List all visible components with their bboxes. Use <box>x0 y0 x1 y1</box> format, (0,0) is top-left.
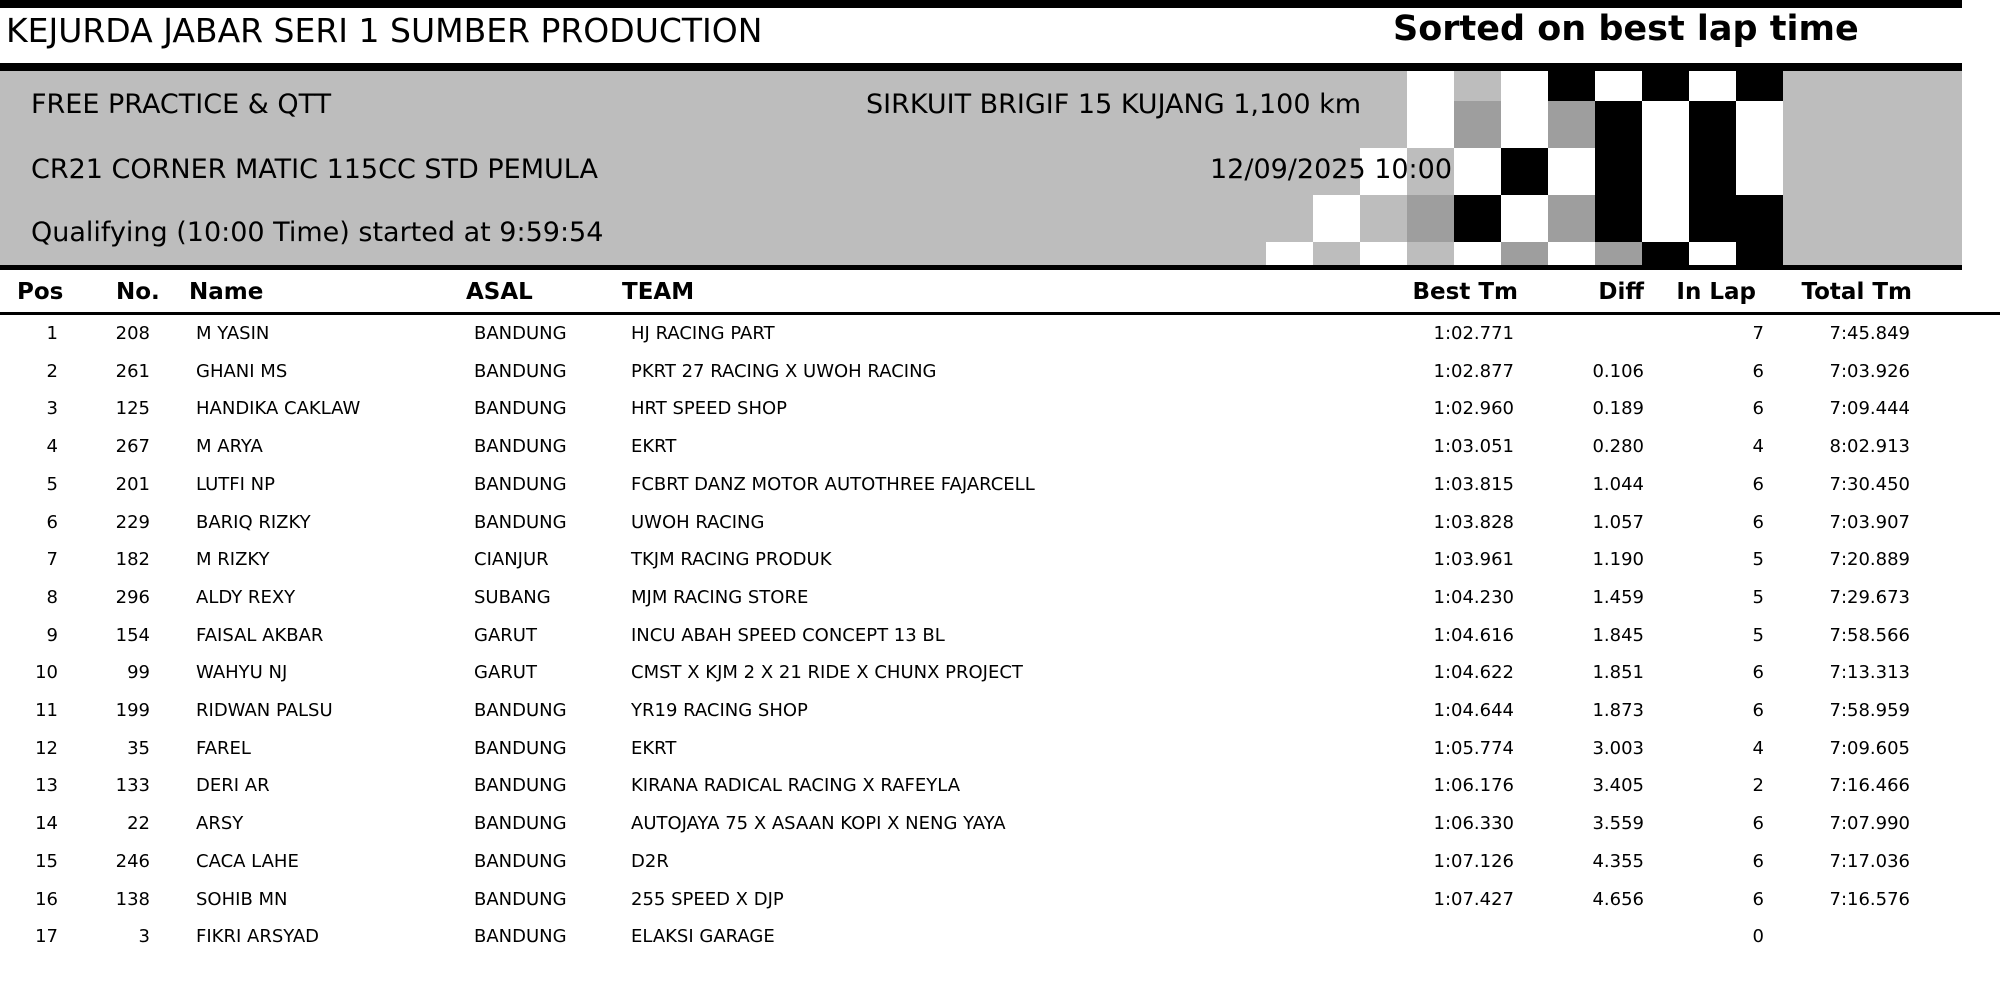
cell-team: D2R <box>631 850 669 872</box>
cell-rider-name: RIDWAN PALSU <box>196 700 333 721</box>
cell-in-lap: 6 <box>1752 850 1764 872</box>
cell-rider-name: LUTFI NP <box>196 473 276 495</box>
cell-pos: 17 <box>35 926 58 948</box>
session-header-band <box>0 63 1962 270</box>
cell-total-time: 7:58.959 <box>1829 700 1910 721</box>
cell-rider-name: M ARYA <box>196 436 263 458</box>
cell-origin: BANDUNG <box>474 360 567 382</box>
col-header-best-time: Best Tm <box>1412 279 1518 305</box>
cell-diff: 3.405 <box>1592 775 1644 797</box>
cell-team: UWOH RACING <box>631 511 765 533</box>
cell-rider-name: HANDIKA CAKLAW <box>196 398 361 420</box>
cell-total-time: 8:02.913 <box>1829 436 1910 458</box>
table-row <box>0 579 2000 617</box>
cell-best-time: 1:06.330 <box>1433 813 1514 835</box>
table-row <box>0 315 2000 353</box>
cell-rider-name: M RIZKY <box>196 549 270 571</box>
cell-total-time: 7:13.313 <box>1829 662 1910 684</box>
cell-number: 154 <box>115 624 150 646</box>
cell-team: 255 SPEED X DJP <box>631 888 784 910</box>
cell-in-lap: 6 <box>1752 700 1764 721</box>
col-header-pos: Pos <box>17 279 64 305</box>
cell-diff: 1.057 <box>1592 511 1644 533</box>
cell-diff: 1.459 <box>1592 586 1644 608</box>
cell-team: FCBRT DANZ MOTOR AUTOTHREE FAJARCELL <box>631 473 1035 495</box>
cell-in-lap: 5 <box>1752 586 1764 608</box>
col-header-asal: ASAL <box>466 279 533 305</box>
sort-note: Sorted on best lap time <box>1393 9 1859 49</box>
cell-pos: 8 <box>46 586 58 608</box>
cell-team: EKRT <box>631 436 677 458</box>
cell-best-time: 1:03.828 <box>1433 511 1514 533</box>
cell-best-time: 1:03.961 <box>1433 549 1514 571</box>
cell-number: 208 <box>115 323 150 344</box>
cell-best-time: 1:02.960 <box>1433 398 1514 420</box>
col-header-team: TEAM <box>622 279 695 305</box>
cell-best-time: 1:04.230 <box>1433 586 1514 608</box>
cell-origin: BANDUNG <box>474 398 567 420</box>
cell-origin: BANDUNG <box>474 926 567 948</box>
cell-number: 201 <box>115 473 150 495</box>
cell-team: CMST X KJM 2 X 21 RIDE X CHUNX PROJECT <box>631 662 1023 684</box>
circuit-name: SIRKUIT BRIGIF 15 KUJANG 1,100 km <box>866 89 1362 120</box>
cell-number: 296 <box>115 586 150 608</box>
cell-in-lap: 5 <box>1752 624 1764 646</box>
col-header-no: No. <box>116 279 160 305</box>
cell-in-lap: 7 <box>1752 323 1764 344</box>
cell-pos: 15 <box>35 850 58 872</box>
cell-pos: 5 <box>46 473 58 495</box>
cell-diff: 0.106 <box>1592 360 1644 382</box>
cell-pos: 3 <box>46 398 58 420</box>
cell-team: ELAKSI GARAGE <box>631 926 775 948</box>
cell-team: EKRT <box>631 737 677 759</box>
cell-in-lap: 6 <box>1752 360 1764 382</box>
session-name: FREE PRACTICE & QTT <box>31 89 332 120</box>
cell-pos: 2 <box>46 360 58 382</box>
cell-origin: GARUT <box>474 624 537 646</box>
table-row <box>0 767 2000 805</box>
cell-pos: 9 <box>46 624 58 646</box>
cell-number: 125 <box>115 398 150 420</box>
cell-diff: 1.845 <box>1592 624 1644 646</box>
cell-diff: 4.656 <box>1592 888 1644 910</box>
table-row <box>0 918 2000 956</box>
cell-number: 133 <box>115 775 150 797</box>
cell-in-lap: 6 <box>1752 662 1764 684</box>
cell-best-time: 1:04.644 <box>1433 700 1514 721</box>
cell-number: 182 <box>115 549 150 571</box>
cell-pos: 10 <box>35 662 58 684</box>
cell-in-lap: 6 <box>1752 473 1764 495</box>
cell-origin: BANDUNG <box>474 737 567 759</box>
col-header-name: Name <box>189 279 264 305</box>
race-class: CR21 CORNER MATIC 115CC STD PEMULA <box>31 154 598 185</box>
cell-rider-name: GHANI MS <box>196 360 288 382</box>
table-row <box>0 805 2000 843</box>
cell-number: 3 <box>138 926 150 948</box>
cell-rider-name: FIKRI ARSYAD <box>196 926 320 948</box>
cell-in-lap: 6 <box>1752 888 1764 910</box>
cell-rider-name: SOHIB MN <box>196 888 288 910</box>
table-row <box>0 504 2000 542</box>
cell-team: MJM RACING STORE <box>631 586 809 608</box>
cell-total-time: 7:17.036 <box>1829 850 1910 872</box>
cell-total-time: 7:58.566 <box>1829 624 1910 646</box>
cell-team: INCU ABAH SPEED CONCEPT 13 BL <box>631 624 945 646</box>
cell-origin: BANDUNG <box>474 511 567 533</box>
cell-total-time: 7:20.889 <box>1829 549 1910 571</box>
table-row <box>0 881 2000 919</box>
event-title: KEJURDA JABAR SERI 1 SUMBER PRODUCTION <box>6 11 763 50</box>
cell-diff: 1.190 <box>1592 549 1644 571</box>
table-row <box>0 617 2000 655</box>
cell-total-time: 7:16.466 <box>1829 775 1910 797</box>
cell-team: HJ RACING PART <box>631 323 775 344</box>
cell-total-time: 7:45.849 <box>1829 323 1910 344</box>
cell-number: 261 <box>115 360 150 382</box>
table-row <box>0 390 2000 428</box>
cell-rider-name: FAISAL AKBAR <box>196 624 324 646</box>
cell-diff: 3.003 <box>1592 737 1644 759</box>
cell-rider-name: M YASIN <box>196 323 270 344</box>
cell-diff: 0.280 <box>1592 436 1644 458</box>
cell-in-lap: 0 <box>1752 926 1764 948</box>
cell-origin: GARUT <box>474 662 537 684</box>
cell-pos: 7 <box>46 549 58 571</box>
cell-origin: BANDUNG <box>474 813 567 835</box>
cell-diff: 1.851 <box>1592 662 1644 684</box>
cell-number: 22 <box>127 813 150 835</box>
cell-total-time: 7:30.450 <box>1829 473 1910 495</box>
cell-best-time: 1:03.815 <box>1433 473 1514 495</box>
cell-pos: 4 <box>46 436 58 458</box>
cell-rider-name: ALDY REXY <box>196 586 296 608</box>
cell-total-time: 7:03.926 <box>1829 360 1910 382</box>
cell-in-lap: 4 <box>1752 737 1764 759</box>
cell-origin: BANDUNG <box>474 436 567 458</box>
cell-origin: CIANJUR <box>474 549 549 571</box>
cell-origin: BANDUNG <box>474 775 567 797</box>
cell-best-time: 1:02.771 <box>1433 323 1514 344</box>
cell-team: TKJM RACING PRODUK <box>631 549 832 571</box>
cell-diff: 1.044 <box>1592 473 1644 495</box>
cell-total-time: 7:09.444 <box>1829 398 1910 420</box>
table-row <box>0 428 2000 466</box>
cell-origin: BANDUNG <box>474 850 567 872</box>
cell-total-time: 7:29.673 <box>1829 586 1910 608</box>
table-row <box>0 654 2000 692</box>
cell-in-lap: 6 <box>1752 813 1764 835</box>
cell-pos: 1 <box>46 323 58 344</box>
cell-best-time: 1:02.877 <box>1433 360 1514 382</box>
cell-best-time: 1:07.427 <box>1433 888 1514 910</box>
cell-team: PKRT 27 RACING X UWOH RACING <box>631 360 937 382</box>
cell-number: 99 <box>127 662 150 684</box>
cell-diff: 1.873 <box>1592 700 1644 721</box>
cell-rider-name: ARSY <box>196 813 244 835</box>
cell-best-time: 1:04.616 <box>1433 624 1514 646</box>
cell-total-time: 7:16.576 <box>1829 888 1910 910</box>
table-row <box>0 541 2000 579</box>
cell-diff: 4.355 <box>1592 850 1644 872</box>
cell-pos: 16 <box>35 888 58 910</box>
cell-best-time: 1:06.176 <box>1433 775 1514 797</box>
cell-pos: 11 <box>35 700 58 721</box>
table-row <box>0 353 2000 391</box>
table-row <box>0 466 2000 504</box>
cell-best-time: 1:07.126 <box>1433 850 1514 872</box>
cell-number: 199 <box>115 700 150 721</box>
cell-pos: 13 <box>35 775 58 797</box>
cell-best-time: 1:04.622 <box>1433 662 1514 684</box>
cell-rider-name: WAHYU NJ <box>196 662 288 684</box>
cell-rider-name: DERI AR <box>196 775 270 797</box>
table-row <box>0 730 2000 768</box>
cell-total-time: 7:07.990 <box>1829 813 1910 835</box>
cell-rider-name: CACA LAHE <box>196 850 299 872</box>
cell-origin: BANDUNG <box>474 473 567 495</box>
session-datetime: 12/09/2025 10:00 <box>1210 154 1453 185</box>
col-header-in-lap: In Lap <box>1676 279 1756 305</box>
cell-team: AUTOJAYA 75 X ASAAN KOPI X NENG YAYA <box>631 813 1006 835</box>
cell-number: 267 <box>115 436 150 458</box>
cell-number: 246 <box>115 850 150 872</box>
cell-team: YR19 RACING SHOP <box>631 700 808 721</box>
cell-team: KIRANA RADICAL RACING X RAFEYLA <box>631 775 961 797</box>
table-row <box>0 692 2000 730</box>
cell-total-time: 7:09.605 <box>1829 737 1910 759</box>
cell-best-time: 1:05.774 <box>1433 737 1514 759</box>
cell-number: 35 <box>127 737 150 759</box>
cell-best-time: 1:03.051 <box>1433 436 1514 458</box>
cell-in-lap: 5 <box>1752 549 1764 571</box>
cell-pos: 12 <box>35 737 58 759</box>
cell-in-lap: 4 <box>1752 436 1764 458</box>
cell-diff: 3.559 <box>1592 813 1644 835</box>
cell-rider-name: FAREL <box>196 737 251 759</box>
cell-origin: SUBANG <box>474 586 551 608</box>
cell-number: 138 <box>115 888 150 910</box>
cell-origin: BANDUNG <box>474 888 567 910</box>
cell-team: HRT SPEED SHOP <box>631 398 788 420</box>
cell-origin: BANDUNG <box>474 700 567 721</box>
cell-total-time: 7:03.907 <box>1829 511 1910 533</box>
table-row <box>0 843 2000 881</box>
cell-pos: 14 <box>35 813 58 835</box>
col-header-total-time: Total Tm <box>1801 279 1912 305</box>
cell-pos: 6 <box>46 511 58 533</box>
cell-diff: 0.189 <box>1592 398 1644 420</box>
cell-number: 229 <box>115 511 150 533</box>
session-start-info: Qualifying (10:00 Time) started at 9:59:54 <box>31 217 604 248</box>
cell-origin: BANDUNG <box>474 323 567 344</box>
cell-in-lap: 2 <box>1752 775 1764 797</box>
cell-in-lap: 6 <box>1752 511 1764 533</box>
cell-rider-name: BARIQ RIZKY <box>196 511 311 533</box>
cell-in-lap: 6 <box>1752 398 1764 420</box>
col-header-diff: Diff <box>1598 279 1644 305</box>
